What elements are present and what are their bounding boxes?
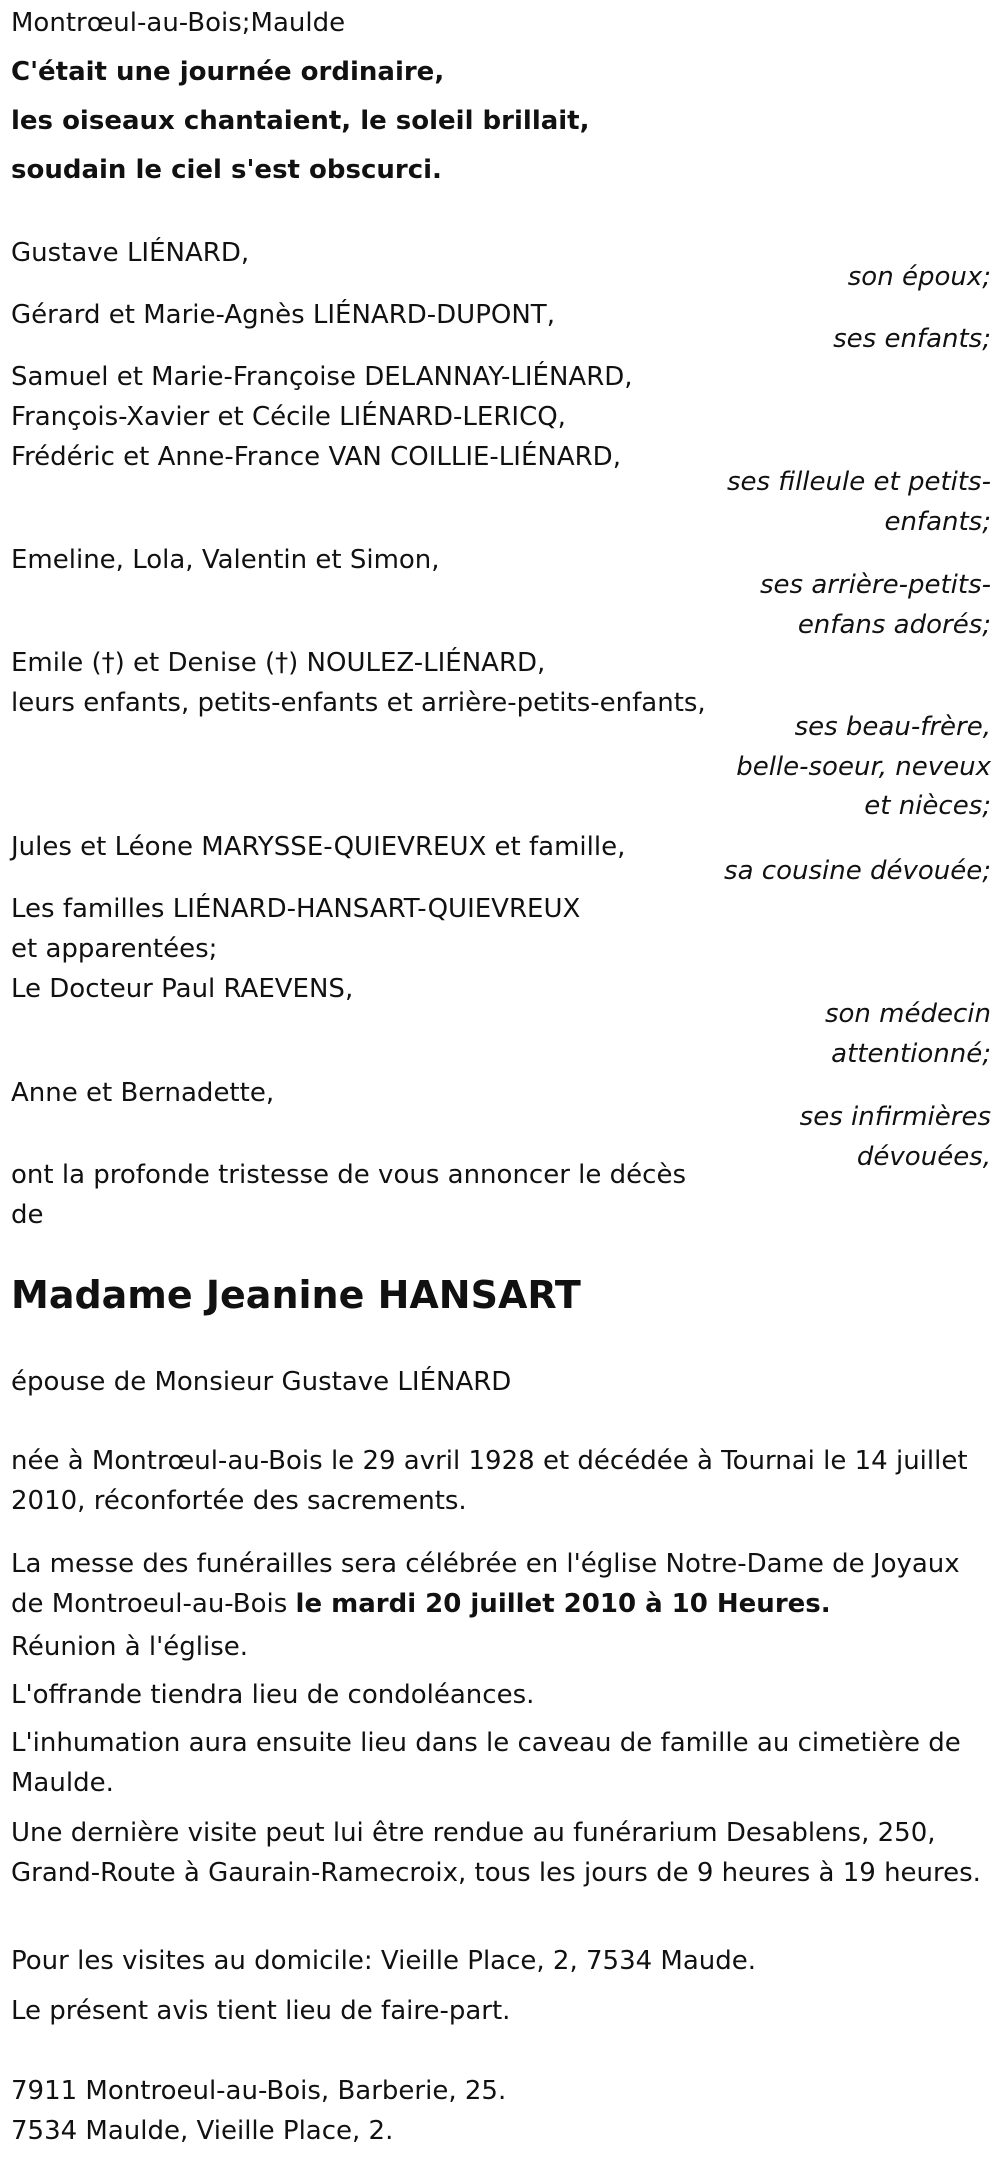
relation-arriere-line-2: enfans adorés;	[797, 609, 991, 640]
relation-arriere	[760, 566, 991, 645]
relation-beau-line-3: et nièces;	[864, 791, 991, 822]
relation-medecin-line-1: son médecin	[824, 999, 991, 1029]
mass-paragraph	[11, 1545, 991, 1624]
relation-filleule-line-2: enfants;	[884, 506, 991, 537]
domicile-paragraph: Pour les visites au domicile: Vieille Place, 2, 7534 Maude.	[11, 1946, 757, 1976]
family-member-docteur: Le Docteur Paul RAEVENS,	[11, 974, 354, 1004]
relation-infirm-line-1: ses infirmières	[799, 1102, 991, 1132]
relation-epoux	[848, 258, 991, 298]
address-line-2: 7534 Maulde, Vieille Place, 2.	[11, 2116, 394, 2146]
reunion-paragraph: Réunion à l'église.	[11, 1632, 249, 1662]
relation-enfants-text: ses enfants;	[833, 324, 991, 354]
family-member-francois: François-Xavier et Cécile LIÉNARD-LERICQ,	[11, 402, 566, 432]
relation-cousine	[724, 852, 991, 892]
mass-date: le mardi 20 juillet 2010 à 10 Heures.	[295, 1588, 831, 1619]
family-member-gustave: Gustave LIÉNARD,	[11, 238, 250, 268]
relation-beau-line-2: belle-soeur, neveux	[736, 751, 991, 782]
relation-infirm-line-2: dévouées,	[856, 1141, 991, 1172]
family-member-leurs: leurs enfants, petits-enfants et arrière-petits-enfants,	[11, 688, 706, 718]
relation-filleule	[727, 463, 991, 542]
relation-medecin	[825, 995, 991, 1074]
family-member-emile: Emile (†) et Denise (†) NOULEZ-LIÉNARD,	[11, 648, 546, 678]
family-member-samuel: Samuel et Marie-Françoise DELANNAY-LIÉNARD,	[11, 362, 633, 392]
relation-beau-frere	[736, 708, 991, 827]
offrande-paragraph: L'offrande tiendra lieu de condoléances.	[11, 1680, 535, 1710]
deceased-name: Madame Jeanine HANSART	[11, 1273, 581, 1317]
address-line-1: 7911 Montroeul-au-Bois, Barberie, 25.	[11, 2076, 507, 2106]
family-member-frederic: Frédéric et Anne-France VAN COILLIE-LIÉNARD,	[11, 442, 621, 472]
birth-death-paragraph: née à Montrœul-au-Bois le 29 avril 1928 et décédée à Tournai le 14 juillet 2010, réconfortée des sacrements.	[11, 1446, 968, 1516]
location-line: Montrœul-au-Bois;Maulde	[11, 8, 346, 38]
relation-filleule-line-1: ses filleule et petits-	[726, 467, 991, 497]
relation-arriere-line-1: ses arrière-petits-	[760, 570, 991, 600]
relation-cousine-text: sa cousine dévouée;	[724, 856, 991, 886]
announce-line-1: ont la profonde tristesse de vous annoncer le décès	[11, 1160, 686, 1190]
announce-line-2: de	[11, 1200, 44, 1230]
relation-enfants	[833, 320, 991, 360]
faire-part-paragraph: Le présent avis tient lieu de faire-part.	[11, 1996, 511, 2026]
mass-text: La messe des funérailles sera célébrée en l'église Notre-Dame de Joyaux de Montroeul-au-Bois	[11, 1549, 960, 1619]
family-member-emeline: Emeline, Lola, Valentin et Simon,	[11, 545, 440, 575]
poem-line-1: C'était une journée ordinaire,	[11, 57, 445, 87]
spouse-line: épouse de Monsieur Gustave LIÉNARD	[11, 1367, 512, 1397]
family-member-gerard: Gérard et Marie-Agnès LIÉNARD-DUPONT,	[11, 300, 555, 330]
poem-line-3: soudain le ciel s'est obscurci.	[11, 155, 442, 185]
visite-paragraph: Une dernière visite peut lui être rendue au funérarium Desablens, 250, Grand-Route à Gaurain-Ramecroix, tous les jours de 9 heures à 19 heures.	[11, 1818, 981, 1888]
family-member-apparentees: et apparentées;	[11, 934, 218, 964]
relation-epoux-text: son époux;	[847, 262, 991, 292]
family-member-jules: Jules et Léone MARYSSE-QUIEVREUX et famille,	[11, 832, 626, 862]
relation-infirmieres	[800, 1098, 991, 1177]
poem-line-2: les oiseaux chantaient, le soleil brillait,	[11, 106, 590, 136]
family-member-anne: Anne et Bernadette,	[11, 1078, 275, 1108]
family-member-familles: Les familles LIÉNARD-HANSART-QUIEVREUX	[11, 894, 581, 924]
relation-medecin-line-2: attentionné;	[831, 1038, 991, 1069]
inhumation-paragraph: L'inhumation aura ensuite lieu dans le caveau de famille au cimetière de Maulde.	[11, 1728, 961, 1798]
relation-beau-line-1: ses beau-frère,	[794, 712, 991, 742]
